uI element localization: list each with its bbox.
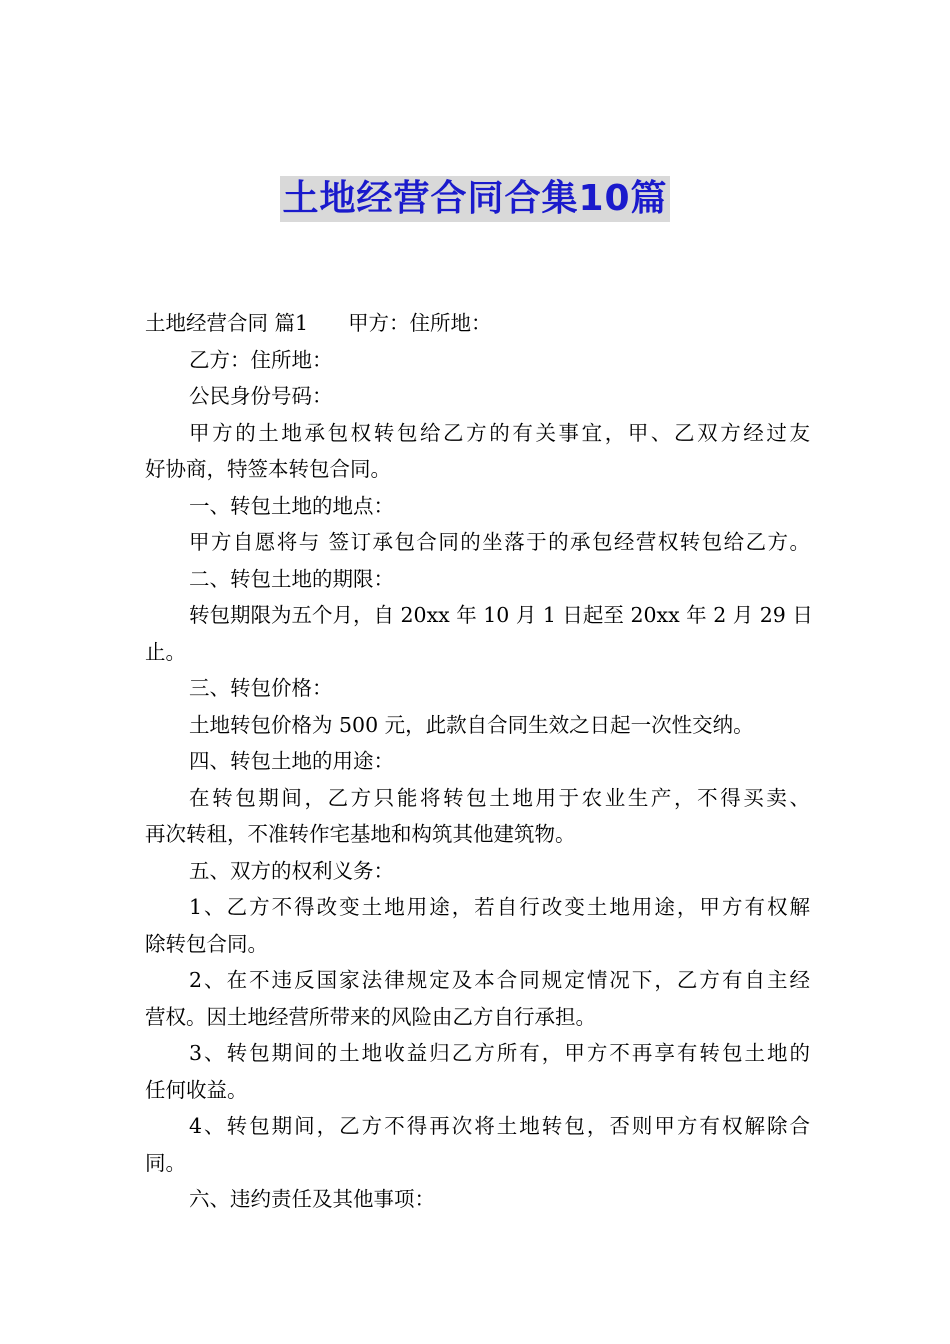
clause-heading: 三、转包价格：	[189, 676, 333, 700]
paragraph-line: 3、转包期间的土地收益归乙方所有，甲方不再享有转包土地的	[189, 1041, 810, 1065]
paragraph-line: 同。	[145, 1150, 186, 1175]
section-heading-line	[145, 305, 810, 342]
clause-heading: 四、转包土地的用途：	[189, 749, 394, 773]
party-a-line: 甲方：住所地：	[348, 311, 492, 335]
paragraph-line: 1、乙方不得改变土地用途，若自行改变土地用途，甲方有权解	[189, 895, 810, 919]
paragraph-line: 2、在不违反国家法律规定及本合同规定情况下，乙方有自主经	[189, 968, 810, 992]
clause-heading: 五、双方的权利义务：	[189, 858, 394, 883]
paragraph-line: 土地转包价格为 500 元，此款自合同生效之日起一次性交纳。	[189, 712, 754, 737]
party-b-line: 乙方：住所地：	[189, 347, 333, 372]
id-number-line: 公民身份号码：	[189, 384, 333, 408]
clause-heading: 二、转包土地的期限：	[189, 566, 394, 591]
document-body	[145, 305, 813, 1218]
paragraph-line: 在转包期间，乙方只能将转包土地用于农业生产，不得买卖、	[189, 785, 810, 810]
paragraph-line: 甲方自愿将与 签订承包合同的坐落于的承包经营权转包给乙方。	[189, 530, 810, 554]
clause-heading: 一、转包土地的地点：	[189, 493, 394, 518]
paragraph-line: 除转包合同。	[145, 931, 268, 956]
clause-heading: 六、违约责任及其他事项：	[189, 1187, 435, 1211]
paragraph-line: 好协商，特签本转包合同。	[145, 457, 391, 481]
paragraph-line: 转包期限为五个月，自 20xx 年 10 月 1 日起至 20xx 年 2 月 29 日	[189, 603, 813, 627]
title-container	[0, 176, 950, 222]
paragraph-line: 再次转租，不准转作宅基地和构筑其他建筑物。	[145, 822, 576, 846]
section-title: 土地经营合同 篇1	[145, 311, 309, 335]
paragraph-line: 4、转包期间，乙方不得再次将土地转包，否则甲方有权解除合	[189, 1114, 810, 1138]
paragraph-line: 营权。因土地经营所带来的风险由乙方自行承担。	[145, 1004, 596, 1029]
paragraph-line: 甲方的土地承包权转包给乙方的有关事宜，甲、乙双方经过友	[189, 420, 810, 445]
paragraph-line: 任何收益。	[145, 1077, 248, 1102]
paragraph-line: 止。	[145, 639, 186, 664]
document-title: 土地经营合同合集10篇	[280, 176, 669, 222]
